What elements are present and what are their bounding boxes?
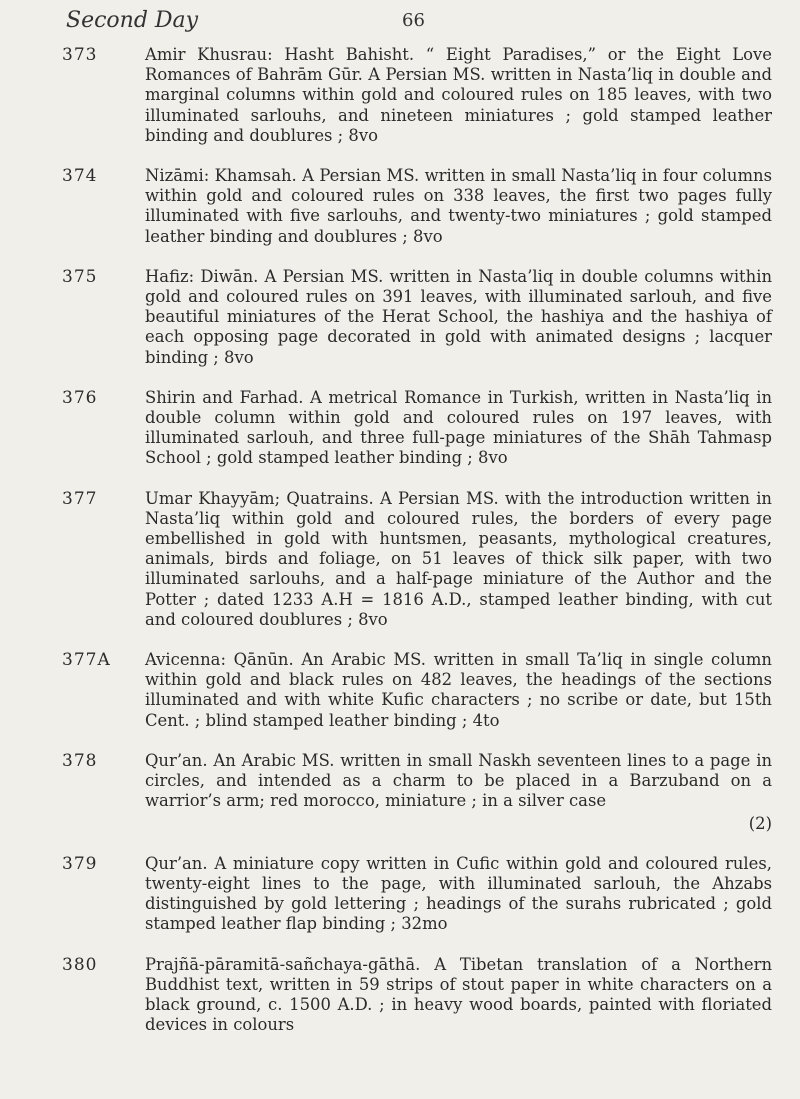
lot-description-block — [145, 751, 772, 834]
lot-entry — [62, 489, 772, 630]
lot-entry — [62, 388, 772, 469]
running-title: Second Day — [66, 8, 199, 33]
lot-entry — [62, 267, 772, 368]
lot-number: 376 — [62, 387, 98, 408]
lot-description: Umar Khayyām; Quatrains. A Persian MS. with the introduction written in Nasta’liq within gold and coloured rules, the borders of every page embellished in gold with huntsmen, peasants, mythological creatures, animals, birds and foliage, on 51 leaves of thick silk paper, with two illuminated sarlouhs, and a half-page miniature of the Author and the Potter ; dated 1233 A.H = 1816 A.D., stamped leather binding, with cut and coloured doublures ; 8vo — [145, 488, 772, 629]
lot-number: 379 — [62, 853, 98, 874]
lot-description: Avicenna: Qānūn. An Arabic MS. written in small Ta’liq in single column within gold and black rules on 482 leaves, the headings of the sections illuminated and with white Kufic characters ; no scribe or date, but 15th Cent. ; blind stamped leather binding ; 4to — [145, 650, 772, 730]
lot-entry — [62, 955, 772, 1036]
lot-entry — [62, 751, 772, 834]
lot-quantity: (2) — [748, 813, 772, 833]
lot-number: 375 — [62, 266, 98, 287]
lot-number: 373 — [62, 45, 98, 65]
page-header — [0, 8, 800, 38]
lot-number: 377A — [62, 650, 111, 671]
lot-description: Prajñā-pāramitā-sañchaya-gāthā. A Tibetan translation of a Northern Buddhist text, written in 59 strips of stout paper in white characters on a black ground, c. 1500 A.D. ; in heavy wood boards, painted with floriated devices in colours — [145, 954, 772, 1035]
lot-number: 380 — [62, 954, 98, 975]
page-number: 66 — [402, 10, 425, 31]
lot-entry — [62, 166, 772, 247]
lot-number: 377 — [62, 488, 98, 509]
lot-description: Qur’an. A miniature copy written in Cufic within gold and coloured rules, twenty-eight lines to the page, with illuminated sarlouh, the Ahzabs distinguished by gold lettering ; headings of the surahs rubricated ; gold stamped leather flap binding ; 32mo — [145, 853, 772, 934]
lot-list — [62, 45, 772, 1055]
lot-description: Shirin and Farhad. A metrical Romance in Turkish, written in Nasta’liq in double column within gold and coloured rules on 197 leaves, with illuminated sarlouh, and three full-page miniatures of the Shāh Tahmasp School ; gold stamped leather binding ; 8vo — [145, 387, 772, 468]
lot-description: Amir Khusrau: Hasht Bahisht. “ Eight Paradises,” or the Eight Love Romances of Bahrām Gūr. A Persian MS. written in Nasta’liq in double and marginal columns within gold and coloured rules on 185 leaves, with two illuminated sarlouhs, and nineteen miniatures ; gold stamped leather binding and doublures ; 8vo — [145, 45, 772, 145]
lot-description: Qur’an. An Arabic MS. written in small Naskh seventeen lines to a page in circles, and intended as a charm to be placed in a Barzuband on a warrior’s arm; red morocco, miniature ; in a silver case — [145, 750, 772, 811]
lot-number: 378 — [62, 750, 98, 771]
lot-entry — [62, 854, 772, 935]
lot-entry — [62, 45, 772, 146]
lot-number: 374 — [62, 166, 98, 187]
lot-entry — [62, 650, 772, 731]
lot-description: Hafiz: Diwān. A Persian MS. written in Nasta’liq in double columns within gold and coloured rules on 391 leaves, with illuminated sarlouh, and five beautiful miniatures of the Herat School, the hashiya and the hashiya of each opposing page decorated in gold with animated designs ; lacquer binding ; 8vo — [145, 266, 772, 367]
lot-description: Nizāmi: Khamsah. A Persian MS. written in small Nasta’liq in four columns within gold and coloured rules on 338 leaves, the first two pages fully illuminated with five sarlouhs, and twenty-two miniatures ; gold stamped leather binding and doublures ; 8vo — [145, 166, 772, 246]
